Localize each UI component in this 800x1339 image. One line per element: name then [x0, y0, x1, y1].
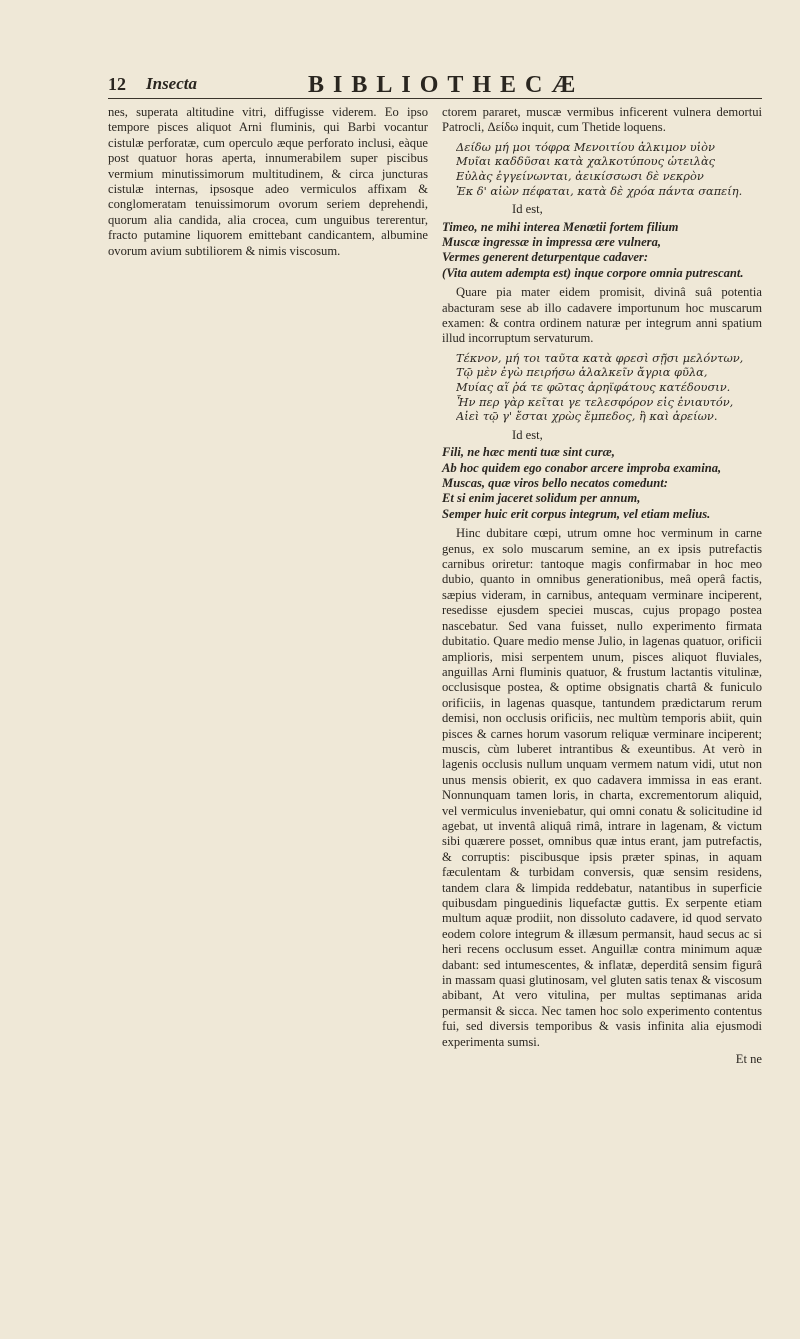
greek-quotation-1	[456, 140, 762, 198]
greek-line: Εὐλὰς ἐγγείνωνται, ἀεικίσσωσι δὲ νεκρὸν	[456, 169, 704, 183]
page-title: BIBLIOTHECÆ	[308, 72, 585, 98]
id-est-label: Id est,	[512, 427, 543, 442]
catchword: Et ne	[735, 1052, 762, 1067]
greek-line: Δείδω μή μοι τόφρα Μενοιτίου ἀλκιμον υἱὸν	[456, 139, 715, 154]
verse-line: Semper huic erit corpus integrum, vel etiam melius.	[442, 506, 711, 521]
running-head: Insecta	[146, 74, 197, 93]
left-paragraph-1: nes, superata altitudine vitri, diffugisse viderem. Eo ipso tempore pisces aliquot Arni fluminis, qui Barbi vocantur cistulæ perforatæ, cum operculo æque perforato inclusi, eàque post quatuor horas aperta, innumerabilem super piscibus vermium minutissimorum multitudinem, & circa juncturas cistulæ internas, ipsosque adeo vermiculos affixam & conglomeratam tenuissimorum ovorum seriem deprehendi, quorum alia candida, alia crocea, cum unguibus tererentur, fracto putamine liquorem emittebant candicantem, albumine ovorum avium subtiliorem & nimis viscosum.	[108, 105, 428, 258]
id-est-label: Id est,	[512, 202, 543, 217]
greek-line: Τῷ μὲν ἐγὼ πειρήσω ἀλαλκεῖν ἄγρια φῦλα,	[456, 365, 708, 380]
greek-line: Ἦν περ γὰρ κεῖται γε τελεσφόρον εἰς ἐνιαυτόν,	[456, 394, 734, 409]
right-column	[442, 105, 762, 1067]
verse-line: Et si enim jaceret solidum per annum,	[442, 491, 641, 506]
left-column	[108, 105, 428, 1067]
right-paragraph-intro: ctorem pararet, muscæ vermibus inficerent vulnera demortui Patrocli, Δείδω inquit, cum Thetide loquens.	[442, 105, 762, 135]
page-number: 12	[108, 74, 126, 94]
page-header	[108, 72, 762, 99]
right-paragraph-3: Hinc dubitare cœpi, utrum omne hoc verminum in carne genus, ex solo muscarum semine, an ex ipsis putrefactis carnibus oriretur: tantoque magis confirmabar in hoc meo dubio, quanto in omnibus generationibus, meâ operâ factis, sæpius videram, in carnibus, antequam verminare inciperent, resedisse ejusdem speciei muscas, cujus propago postea nascebatur. Sed vana fuisset, nullo experimento firmata dubitatio. Quare medio mense Julio, in lagenas quatuor, orificii amplioris, misi serpentem unum, pisces aliquot fluviales, anguillas Arni fluminis quatuor, & frustum lactantis vitulinæ, occlusisque postea, & optime obsignatis chartâ & funiculo orificiis, in lagenas quasque, tantundem prædictarum rerum demisi, non occlusis orificiis, nec multùm temporis abiit, quin pisces & carnes horum vasorum reliquæ verminare inciperent; muscis, cùm luberet intrantibus & exeuntibus. At verò in lagenis occlusis nullum unquam vermem natum vidi, utut non unus mensis obierit, ex quo cadavera immissa in eas erant. Nonnunquam tamen loris, in charta, excrementorum aliquid, vel vermiculus inveniebatur, qui omni conatu & solicitudine id agebat, ut inventâ aliquâ rimâ, intrare in lagenam, & victum sibi quærere posset, omnibus quæ intus erant, jam putrefactis, & corruptis: piscibusque ipsis præter spinas, in aquam fæculentam & turbidam conversis, quæ sensim residens, tandem clara & limpida reddebatur, natantibus in superficie quibusdam pinguedinis liquefactæ guttis. Ex serpente etiam multum aquæ prodiit, non dissoluto cadavere, id quod servato eodem colore integrum & illæsum permansit, haud secus ac si heri recens occlusum esset. Anguillæ contra minimum aquæ dabant: sed intumescentes, & inflatæ, deperditâ sensim figurâ in massam quasi glutinosam, vel gluten satis tenax & viscosum abibant, At vero vitulina, per multas septimanas arida permansit & sicca. Nec tamen hoc solo experimento contentus fui, sed diversis temporibus & vasis infinita alia ejusmodi experimenta sumsi.	[442, 526, 762, 1049]
verse-line: Timeo, ne mihi interea Menœtii fortem filium	[442, 219, 679, 234]
verse-line: Muscas, quæ viros bello necatos comedunt:	[442, 476, 668, 491]
text-columns	[108, 105, 762, 1067]
latin-verse-2	[442, 445, 762, 522]
greek-quotation-2	[456, 351, 762, 424]
verse-line: Muscæ ingressæ in impressa ære vulnera,	[442, 235, 662, 249]
greek-line: Μυῖαι καδδῦσαι κατὰ χαλκοτύπους ὠτειλὰς	[456, 154, 716, 169]
verse-line: (Vita autem adempta est) inque corpore omnia putrescant.	[442, 265, 744, 280]
greek-line: Αἰεὶ τῷ γ' ἔσται χρὼς ἔμπεδος, ἢ καὶ ἀρείων.	[456, 409, 718, 424]
verse-line: Vermes generent deturpentque cadaver:	[442, 250, 649, 265]
right-paragraph-2: Quare pia mater eidem promisit, divinâ suâ potentia abacturam sese ab illo cadavere importunum hoc muscarum examen: & contra ordinem naturæ per integrum anni spatium illud incorruptum servaturum.	[442, 285, 762, 346]
verse-line: Ab hoc quidem ego conabor arcere improba examina,	[442, 460, 722, 475]
verse-line: Fili, ne hæc menti tuæ sint curæ,	[442, 445, 615, 460]
greek-line: Μυίας αἵ ῥά τε φῶτας ἀρηϊφάτους κατέδουσιν.	[456, 380, 731, 395]
greek-line: Τέκνον, μή τοι ταῦτα κατὰ φρεσὶ σῇσι μελόντων,	[456, 350, 744, 365]
latin-verse-1	[442, 220, 762, 282]
greek-line: Ἐκ δ' αἰὼν πέφαται, κατὰ δὲ χρόα πάντα σαπείη.	[456, 183, 743, 198]
